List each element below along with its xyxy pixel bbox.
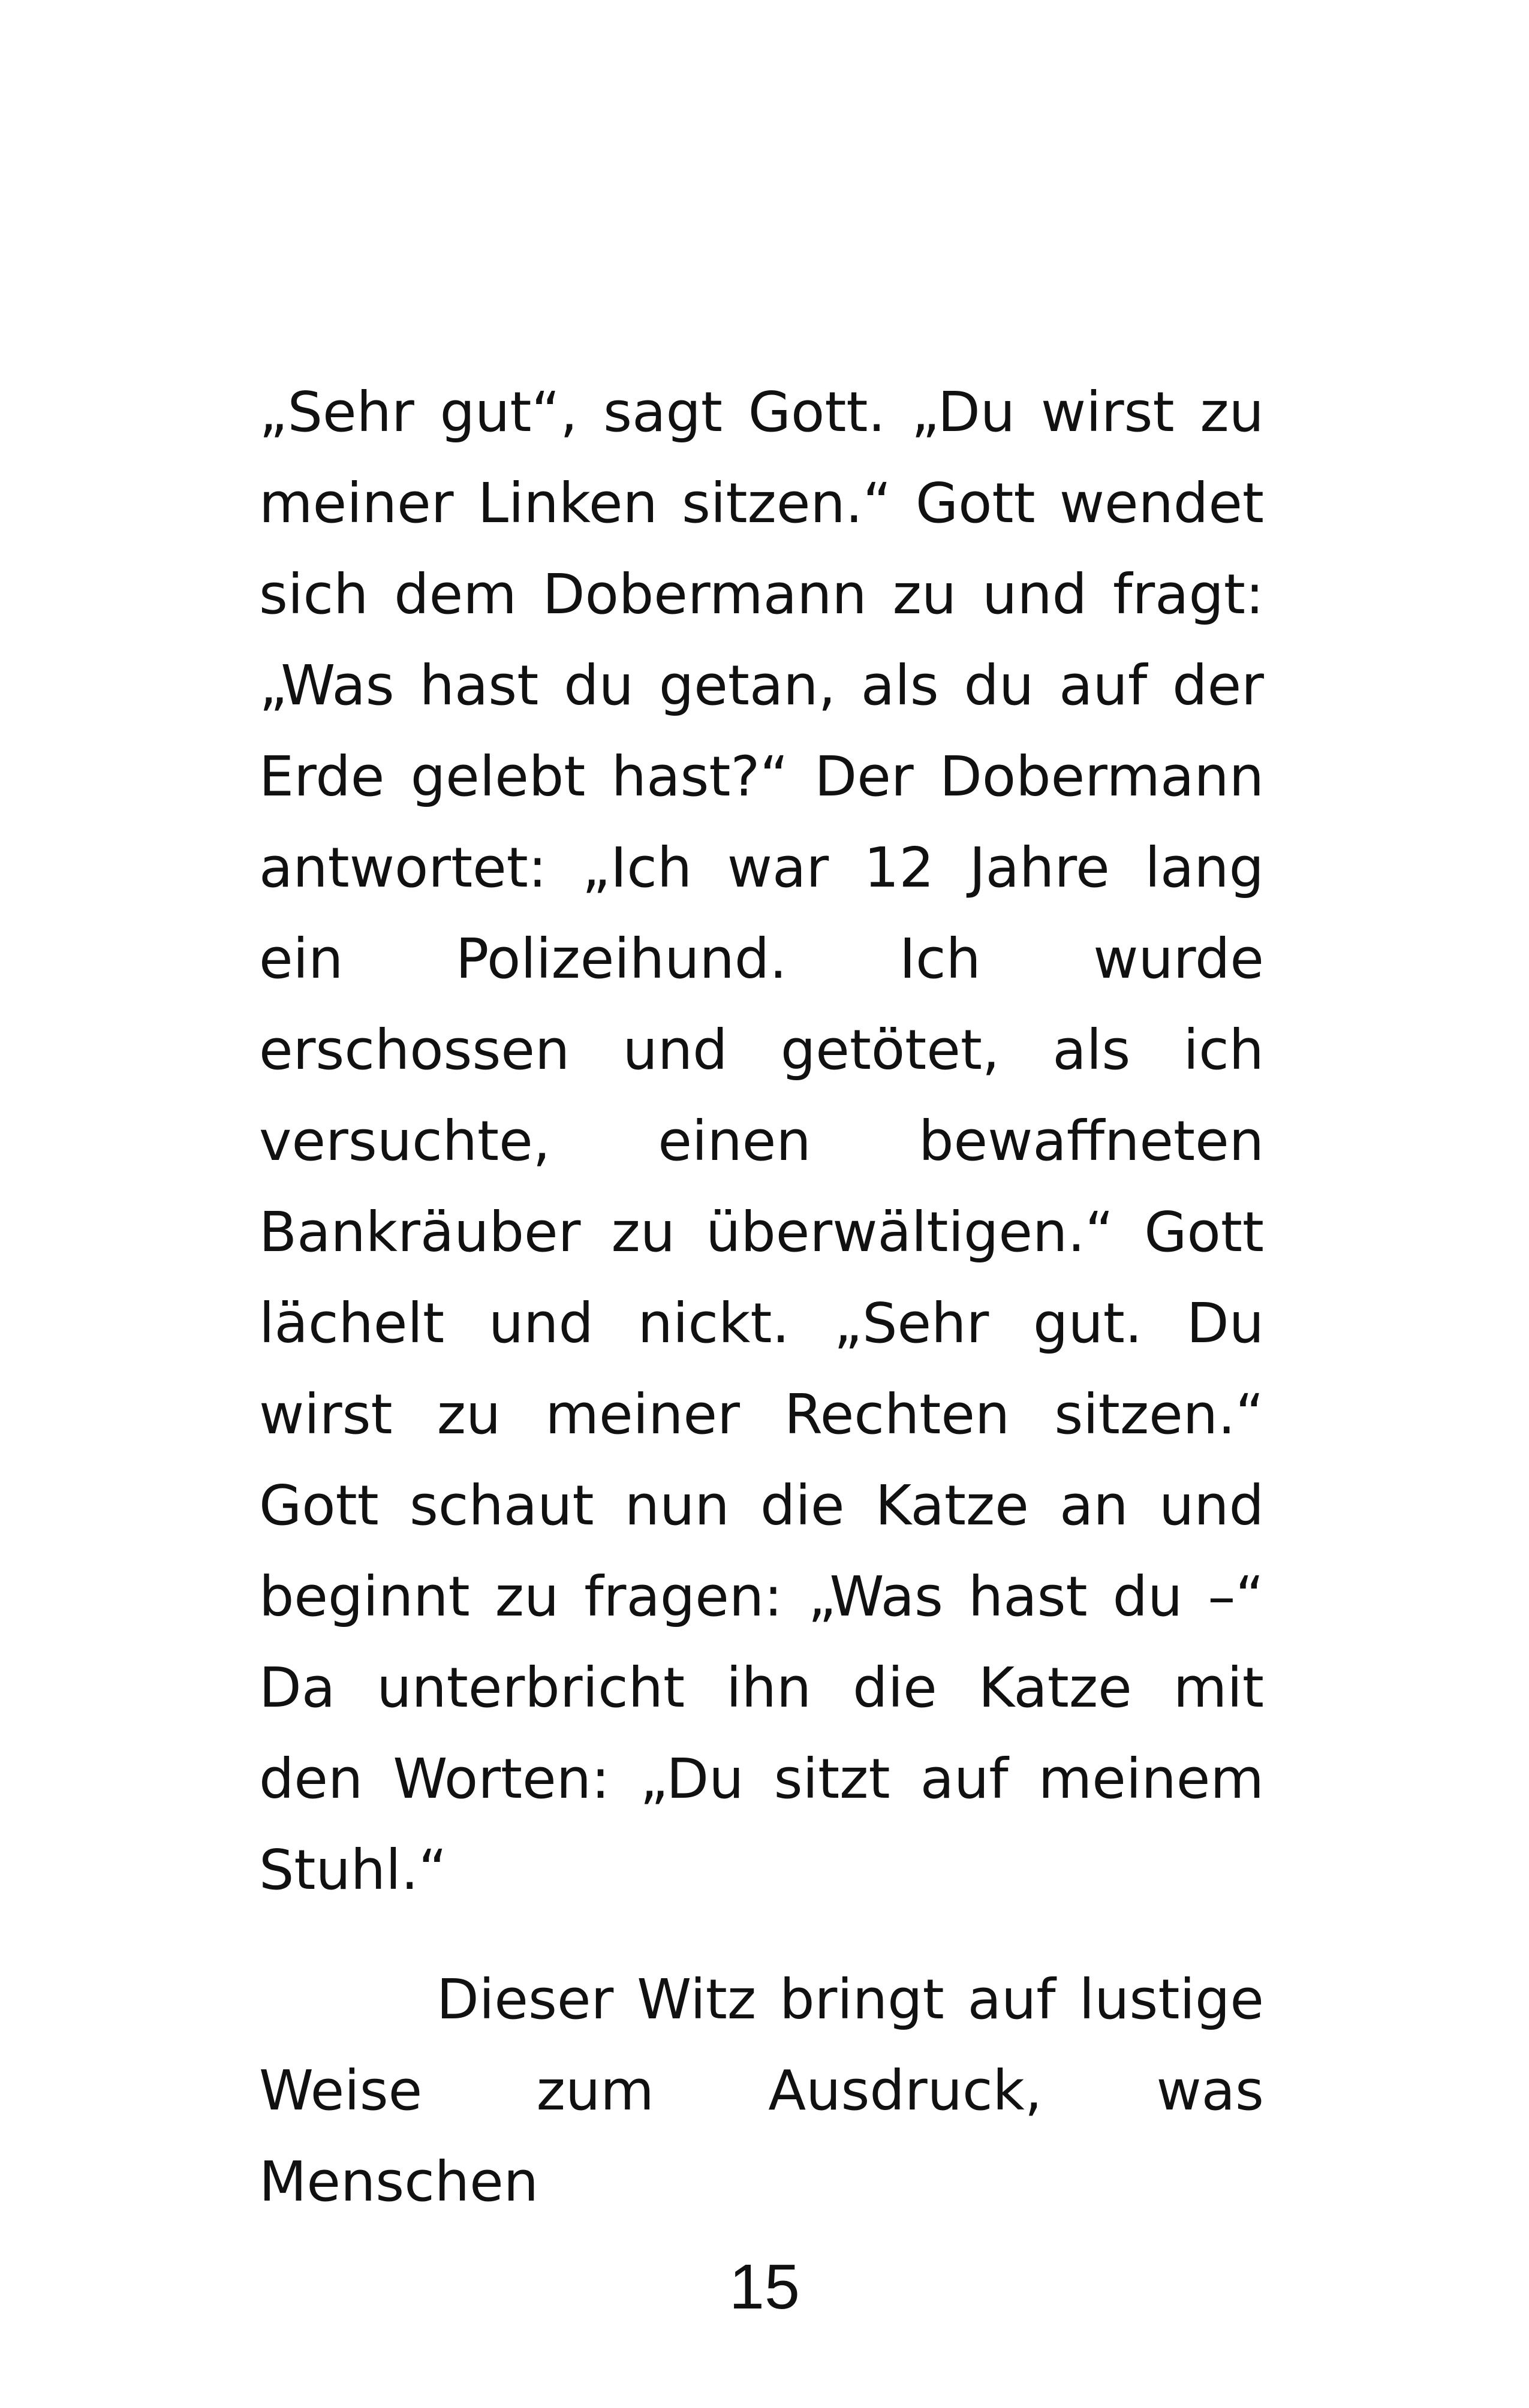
- page-number: 15: [729, 2252, 800, 2322]
- body-text: [259, 367, 1264, 2228]
- paragraph: „Sehr gut“, sagt Gott. „Du wirst zu meiner Linken sitzen.“ Gott wendet sich dem Dobermann zu und fragt: „Was hast du getan, als du auf der Erde gelebt hast?“ Der Dobermann antwortet: „Ich war 12 Jahre lang ein Polizeihund. Ich wurde erschossen und getötet, als ich versuchte, einen bewaffneten Bankräuber zu überwältigen.“ Gott lächelt und nickt. „Sehr gut. Du wirst zu meiner Rechten sitzen.“ Gott schaut nun die Katze an und beginnt zu fragen: „Was hast du –“ Da unterbricht ihn die Katze mit den Worten: „Du sitzt auf meinem Stuhl.“: [259, 380, 1264, 1902]
- paragraph: Dieser Witz bringt auf lustige Weise zum Ausdruck, was Menschen: [259, 1967, 1264, 2214]
